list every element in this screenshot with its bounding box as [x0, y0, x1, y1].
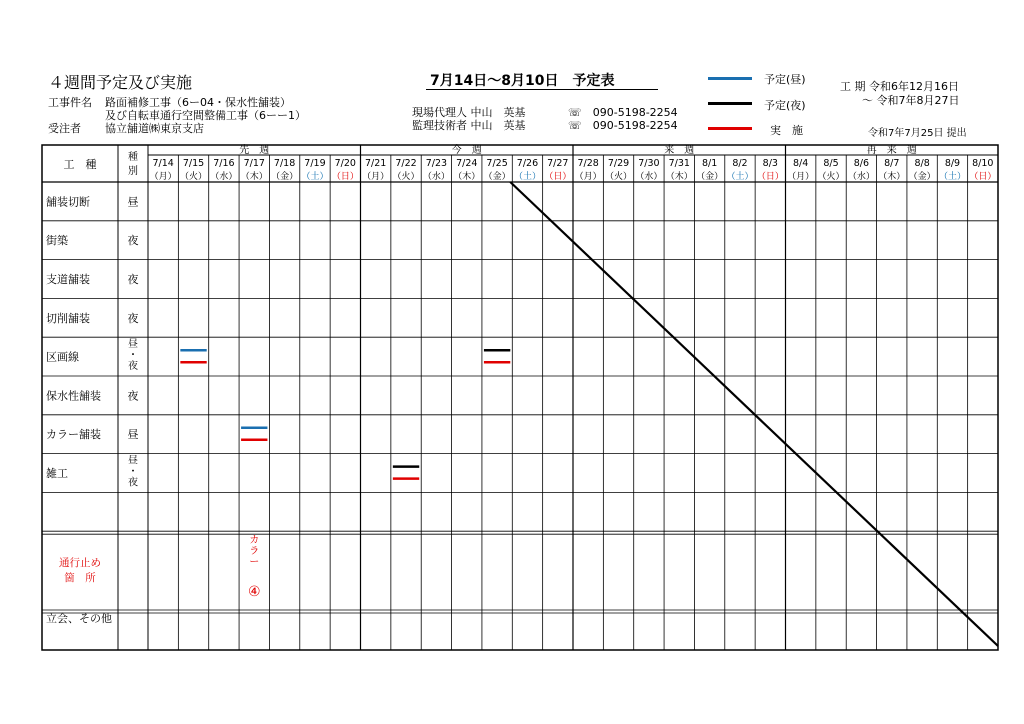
- weekday-header: （水）: [635, 172, 663, 182]
- legend-plan-night-label: 予定(夜): [764, 99, 806, 112]
- kind-label: 夜: [127, 273, 139, 286]
- date-header: 7/15: [182, 158, 205, 169]
- period-start: 工 期 令和6年12月16日: [840, 80, 959, 93]
- date-header: 7/29: [607, 158, 630, 169]
- weekday-header: （木）: [453, 172, 481, 182]
- date-header: 8/4: [793, 158, 809, 169]
- date-header: 8/10: [972, 158, 994, 169]
- weekday-header: （土）: [513, 172, 541, 182]
- kind-label: 昼: [127, 195, 139, 209]
- closure-number: ④: [247, 584, 261, 600]
- kind-label: 夜: [128, 361, 138, 373]
- weekday-header: （木）: [240, 172, 268, 182]
- worktype-label: カラー舗装: [46, 428, 101, 442]
- kind-label: 昼: [128, 339, 138, 351]
- date-header: 8/6: [853, 158, 870, 169]
- site-agent-phone: ☏ 090-5198-2254: [568, 106, 678, 119]
- engineer-phone: ☏ 090-5198-2254: [568, 119, 678, 132]
- kind-label: 夜: [127, 234, 139, 248]
- legend-actual-label: 実 施: [770, 124, 803, 137]
- document-title: ４週間予定及び実施: [48, 73, 193, 92]
- contractor-name: 協立舗道㈱東京支店: [105, 122, 204, 135]
- weekday-header: （月）: [574, 172, 602, 182]
- diagonal-strike-line: [510, 182, 998, 646]
- date-header: 7/16: [213, 158, 235, 169]
- closure-note-char: ラ: [249, 546, 260, 557]
- date-header: 7/20: [334, 158, 356, 169]
- weekday-header: （火）: [180, 172, 208, 182]
- weekday-header: （日）: [331, 172, 359, 182]
- date-header: 7/28: [577, 158, 599, 169]
- kind-label: ・: [128, 466, 138, 478]
- submitted-date: 令和7年7月25日 提出: [868, 128, 967, 139]
- weekday-header: （月）: [149, 172, 177, 182]
- legend-plan-day-label: 予定(昼): [764, 73, 806, 86]
- weekday-header: （月）: [362, 172, 390, 182]
- weekday-header: （土）: [301, 172, 329, 182]
- weekday-header: （日）: [969, 172, 997, 182]
- date-header: 7/27: [547, 158, 569, 169]
- worktype-label: 支道舗装: [46, 273, 90, 286]
- date-header: 7/18: [273, 158, 296, 169]
- weekday-header: （火）: [605, 172, 633, 182]
- date-header: 7/14: [152, 158, 174, 169]
- date-header: 8/7: [884, 158, 900, 169]
- date-header: 7/19: [304, 158, 326, 169]
- weekday-header: （火）: [392, 172, 420, 182]
- work-name-line2: 及び自転車通行空間整備工事（6ーー1）: [105, 109, 306, 122]
- weekday-header: （金）: [908, 172, 936, 182]
- kind-label: ・: [128, 350, 138, 362]
- date-header: 7/22: [395, 158, 417, 169]
- period-end: ～ 令和7年8月27日: [862, 94, 960, 107]
- worktype-label: 区画線: [46, 350, 79, 364]
- weekday-header: （金）: [483, 172, 511, 182]
- weekday-header: （火）: [817, 172, 845, 182]
- date-header: 8/2: [732, 158, 748, 169]
- week-header: 再 来 週: [866, 145, 917, 156]
- date-header: 8/9: [944, 158, 961, 169]
- kind-label: 夜: [127, 389, 139, 403]
- date-header: 7/30: [638, 158, 660, 169]
- weekday-header: （水）: [210, 172, 238, 182]
- weekday-header: （日）: [544, 172, 572, 182]
- date-header: 8/8: [914, 158, 930, 169]
- kind-label: 昼: [127, 428, 139, 442]
- date-header: 7/26: [516, 158, 539, 169]
- worktype-label: 雑工: [46, 467, 68, 480]
- week-header: 来 週: [664, 145, 695, 156]
- weekday-header: （金）: [271, 172, 299, 182]
- col-header-worktype: 工 種: [63, 158, 97, 171]
- work-name-label: 工事件名: [48, 96, 92, 109]
- date-header: 8/1: [701, 158, 718, 169]
- date-header: 8/3: [762, 158, 778, 169]
- work-name-line1: 路面補修工事（6ー04・保水性舗装）: [105, 96, 291, 109]
- site-agent: 現場代理人 中山 英基: [412, 106, 526, 119]
- kind-label: 夜: [128, 477, 138, 489]
- weekday-header: （土）: [938, 172, 966, 182]
- kind-label: 昼: [128, 455, 138, 467]
- weekday-header: （金）: [696, 172, 724, 182]
- col-header-type-top: 種: [128, 152, 138, 163]
- date-header: 7/23: [425, 158, 448, 169]
- other-label: 立会、その他: [46, 612, 112, 625]
- worktype-label: 切削舗装: [46, 311, 90, 325]
- closure-label: 通行止め: [59, 557, 101, 569]
- worktype-label: 保水性舗装: [46, 389, 101, 403]
- date-header: 7/31: [668, 158, 690, 169]
- closure-note-char: ー: [249, 557, 260, 568]
- worktype-label: 舗装切断: [46, 195, 90, 209]
- date-header: 7/17: [243, 158, 265, 169]
- date-header: 7/21: [365, 158, 387, 169]
- week-header: 先 週: [239, 145, 270, 156]
- closure-label-2: 箇 所: [64, 572, 96, 584]
- closure-note-char: カ: [249, 535, 260, 546]
- week-header: 今 週: [451, 145, 482, 156]
- engineer: 監理技術者 中山 英基: [412, 119, 526, 132]
- weekday-header: （木）: [665, 172, 693, 182]
- contractor-label: 受注者: [48, 122, 81, 135]
- weekday-header: （日）: [756, 172, 784, 182]
- plan-title: 7月14日～8月10日 予定表: [430, 73, 615, 89]
- weekday-header: （土）: [726, 172, 754, 182]
- worktype-label: 街築: [46, 234, 68, 248]
- weekday-header: （水）: [847, 172, 875, 182]
- date-header: 8/5: [823, 158, 839, 169]
- weekday-header: （水）: [422, 172, 450, 182]
- date-header: 7/25: [486, 158, 508, 169]
- kind-label: 夜: [127, 311, 139, 325]
- weekday-header: （木）: [878, 172, 906, 182]
- col-header-type-bottom: 別: [128, 166, 138, 177]
- date-header: 7/24: [456, 158, 478, 169]
- weekday-header: （月）: [787, 172, 815, 182]
